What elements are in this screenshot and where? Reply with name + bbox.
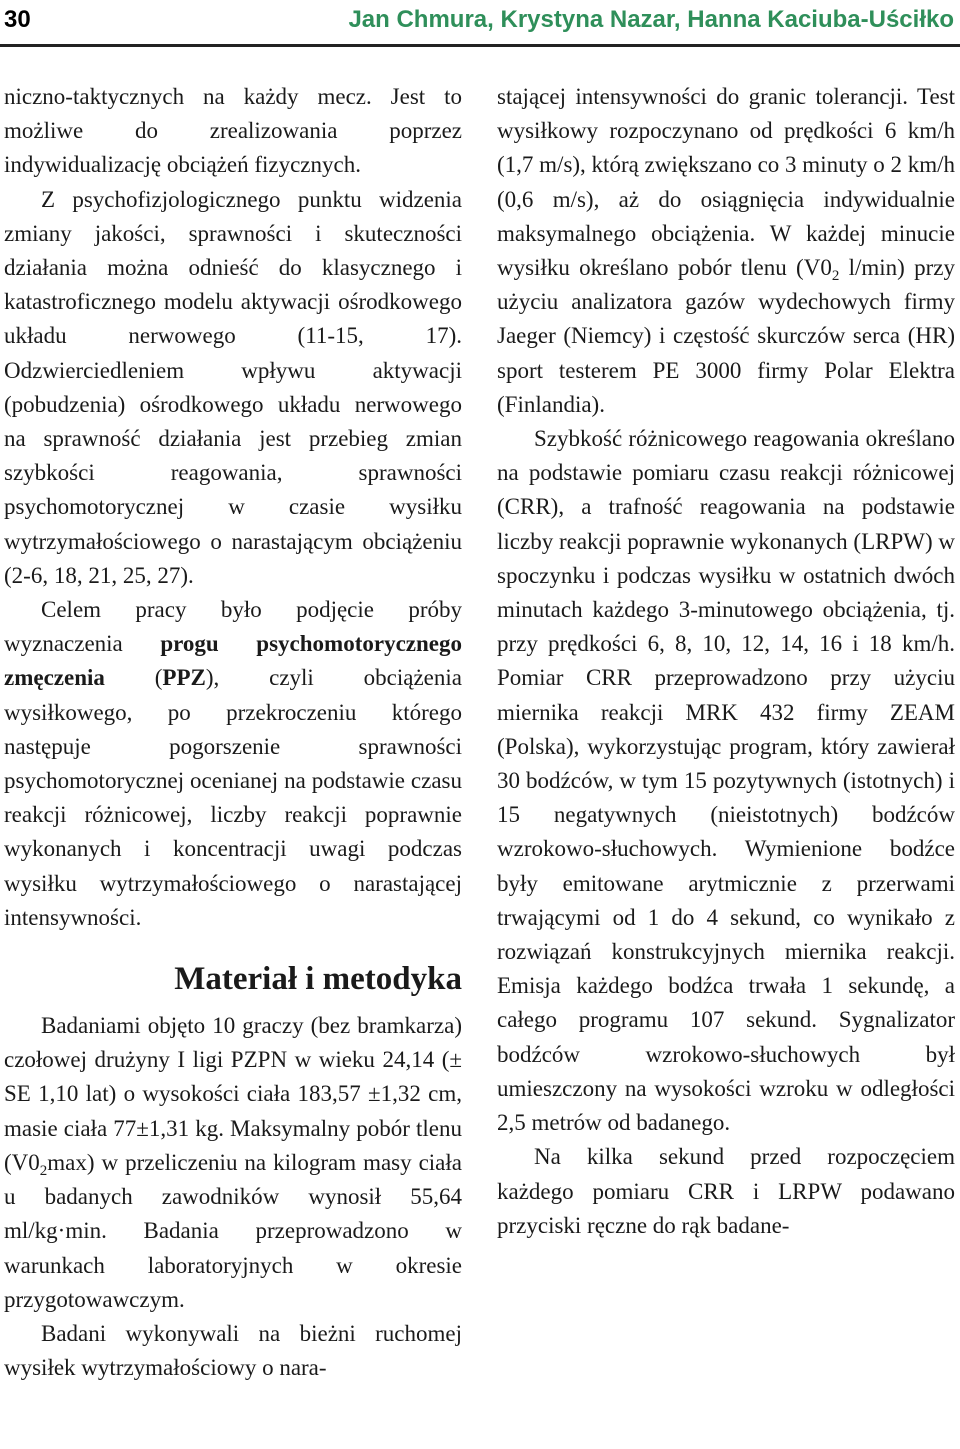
methods-text-a: Badaniami objęto 10 graczy (bez bramkarza) czołowej drużyny I ligi PZPN w wieku 24,14 (± SE 1,10 lat) o wysokości ciała 183,57 ±1,32 cm, masie ciała 77±1,31 kg. Maksymalny pobór tlenu (V0 <box>4 1013 462 1175</box>
running-head-authors: Jan Chmura, Krystyna Nazar, Hanna Kaciuba-Uściłko <box>348 6 954 33</box>
aim-text-a: Celem pracy było podjęcie próby wyznaczenia <box>4 597 462 657</box>
methods-text-b: max) w przeliczeniu na kilogram masy ciała u badanych zawodników wynosił 55,64 ml/kg·min. Badania przeprowadzono w warunkach laboratoryjnych w okresie przygotowawczym. <box>4 1149 462 1312</box>
left-paragraph-4 <box>4 1009 462 1317</box>
aim-bold-abbrev: PPZ <box>162 665 206 691</box>
aim-bold-term: progu psychomotorycznego zmęczenia <box>4 631 462 691</box>
right-paragraph-2: Szybkość różnicowego reagowania określano na podstawie pomiaru czasu reakcji różnicowej (CRR), a trafność reagowania na podstawie liczby reakcji poprawnie wykonanych (LRPW) w spoczynku i podczas wysiłku w ostatnich dwóch minutach każdego 3-minutowego obciążenia, tj. przy prędkości 6, 8, 10, 12, 14, 16 i 18 km/h. Pomiar CRR przeprowadzono przy użyciu miernika reakcji MRK 432 firmy ZEAM (Polska), wykorzystując program, który zawierał 30 bodźców, w tym 15 pozytywnych (istotnych) i 15 negatywnych (nieistotnych) bodźców wzrokowo-słuchowych. Wymienione bodźce były emitowane arytmicznie z przerwami trwającymi od 1 do 4 sekund, co wynikało z rozwiązań konstrukcyjnych miernika reakcji. Emisja każdego bodźca trwała 1 sekundę, a całego programu 107 sekund. Sygnalizator bodźców wzrokowo-słuchowych był umieszczony na wysokości wzroku w odległości 2,5 metrów od badanego. <box>497 426 955 1136</box>
page-number: 30 <box>4 6 31 33</box>
aim-text-c: ( <box>104 665 163 691</box>
left-paragraph-1: niczno-taktycznych na każdy mecz. Jest to możliwe do zrealizowania poprzez indywidualizację obciążeń fizycznych. <box>4 84 462 178</box>
right-paragraph-1 <box>497 80 955 422</box>
test-subscript: 2 <box>831 268 840 285</box>
test-text-a: stającej intensywności do granic tolerancji. Test wysiłkowy rozpoczynano od prędkości 6 km/h (1,7 m/s), którą zwiększano co 3 minuty o 2 km/h (0,6 m/s), aż do osiągnięcia indywidualnie maksymalnego obciążenia. W każdej minucie wysiłku określano pobór tlenu (V0 <box>497 84 956 281</box>
right-paragraph-3: Na kilka sekund przed rozpoczęciem każdego pomiaru CRR i LRPW podawano przyciski ręczne do rąk badane- <box>497 1144 955 1238</box>
page-header <box>0 0 960 46</box>
methods-subscript: 2 <box>39 1162 48 1179</box>
left-paragraph-5: Badani wykonywali na bieżni ruchomej wysiłek wytrzymałościowy o nara- <box>4 1320 462 1381</box>
header-rule <box>0 44 960 47</box>
section-title: Materiał i metodyka <box>174 961 462 998</box>
test-text-b: l/min) przy użyciu analizatora gazów wydechowych firmy Jaeger (Niemcy) i częstość skurczów serca (HR) sport testerem PE 3000 firmy Polar Elektra (Finlandia). <box>497 255 955 417</box>
left-column <box>4 80 462 1385</box>
aim-text-e: ), czyli obciążenia wysiłkowego, po przekroczeniu którego następuje pogorszenie sprawności psychomotorycznej ocenianej na podstawie czasu reakcji różnicowej, liczby reakcji poprawnie wykonanych i koncentracji uwagi podczas wysiłku wytrzymałościowego o narastającej intensywności. <box>4 665 462 930</box>
left-paragraph-3 <box>4 593 462 935</box>
right-column <box>497 80 955 1243</box>
left-paragraph-2: Z psychofizjologicznego punktu widzenia zmiany jakości, sprawności i skuteczności działania można odnieść do klasycznego i katastroficznego modelu aktywacji ośrodkowego układu nerwowego (11-15, 17). Odzwierciedleniem wpływu aktywacji (pobudzenia) ośrodkowego układu nerwowego na sprawność działania jest przebieg zmian szybkości reagowania, sprawności psychomotorycznej w czasie wysiłku wytrzymałościowego o narastającym obciążeniu (2-6, 18, 21, 25, 27). <box>4 186 462 588</box>
